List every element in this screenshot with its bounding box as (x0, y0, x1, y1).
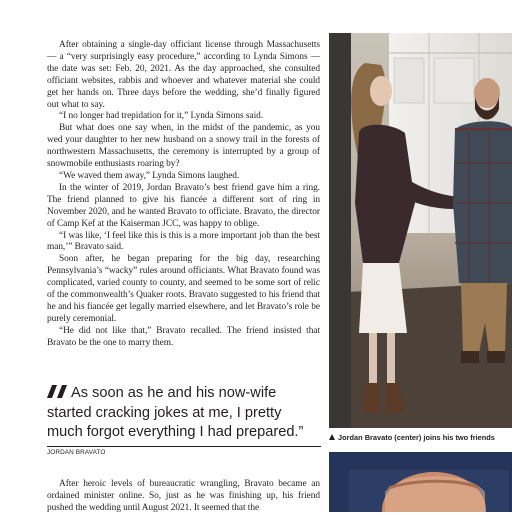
paragraph: “We waved them away,” Lynda Simons laughed. (59, 170, 240, 181)
paragraph: “He did not like that,” Bravato recalled. The friend insisted that Bravato be the one to marry them. (47, 325, 320, 348)
paragraph: But what does one say when, in the midst of the pandemic, as you wed your daughter to her new husband on a snowy trail in the forests of northwestern Massachusetts, the ceremony is interrupted by a group of snowmobile enthusiasts roaring by? (47, 123, 320, 170)
photo-caption-text: Jordan Bravato (center) joins his two friends (338, 433, 495, 442)
article-body (47, 40, 320, 350)
photo-caption (329, 432, 512, 444)
article-body-continued (47, 479, 320, 515)
quote-mark-icon (47, 385, 69, 404)
paragraph: “I was like, ‘I feel like this is this is a more important job than the best man,’” Bravato said. (47, 230, 320, 253)
divider (47, 446, 321, 447)
paragraph: After obtaining a single-day officiant license through Massachusetts — a “very surprisingly easy procedure,” according to Lynda Simons — the date was set: Feb. 20, 2021. As the day approached, she consulted officiant websites, rabbis and whoever and whatever material she could get her hands on. Three days before the wedding, she’d finally figured out what to say. (47, 40, 320, 110)
pull-quote-attribution: JORDAN BRAVATO (47, 449, 106, 456)
paragraph: “I no longer had trepidation for it,” Lynda Simons said. (59, 111, 264, 122)
pull-quote (47, 384, 320, 442)
pull-quote-text: As soon as he and his now-wife started cracking jokes at me, I pretty much forgot everything I had prepared.” (47, 385, 304, 440)
portrait-photo (329, 452, 512, 512)
paragraph: After heroic levels of bureaucratic wrangling, Bravato became an ordained minister online. So, just as he was finishing up, his friend pushed the wedding until August 2021. It seemed that the (47, 479, 320, 513)
triangle-icon (329, 432, 335, 443)
paragraph: Soon after, he began preparing for the big day, researching Pennsylvania’s “wacky” rules around officiants. What Bravato found was complicated, varied county to county, and seemed to be some sort of relic of the commonwealth’s Quaker roots. Bravato suggested to his friend that he and his fiancée get legally married elsewhere, and let Bravato’s role be purely ceremonial. (47, 254, 320, 324)
wedding-photo (329, 33, 512, 428)
paragraph: In the winter of 2019, Jordan Bravato’s best friend gave him a ring. The friend planned to give his fiancée a different sort of ring in November 2020, and he wanted Bravato to officiate. Bravato, the director of Camp Kef at the Kaiserman JCC, was happy to oblige. (47, 182, 320, 229)
